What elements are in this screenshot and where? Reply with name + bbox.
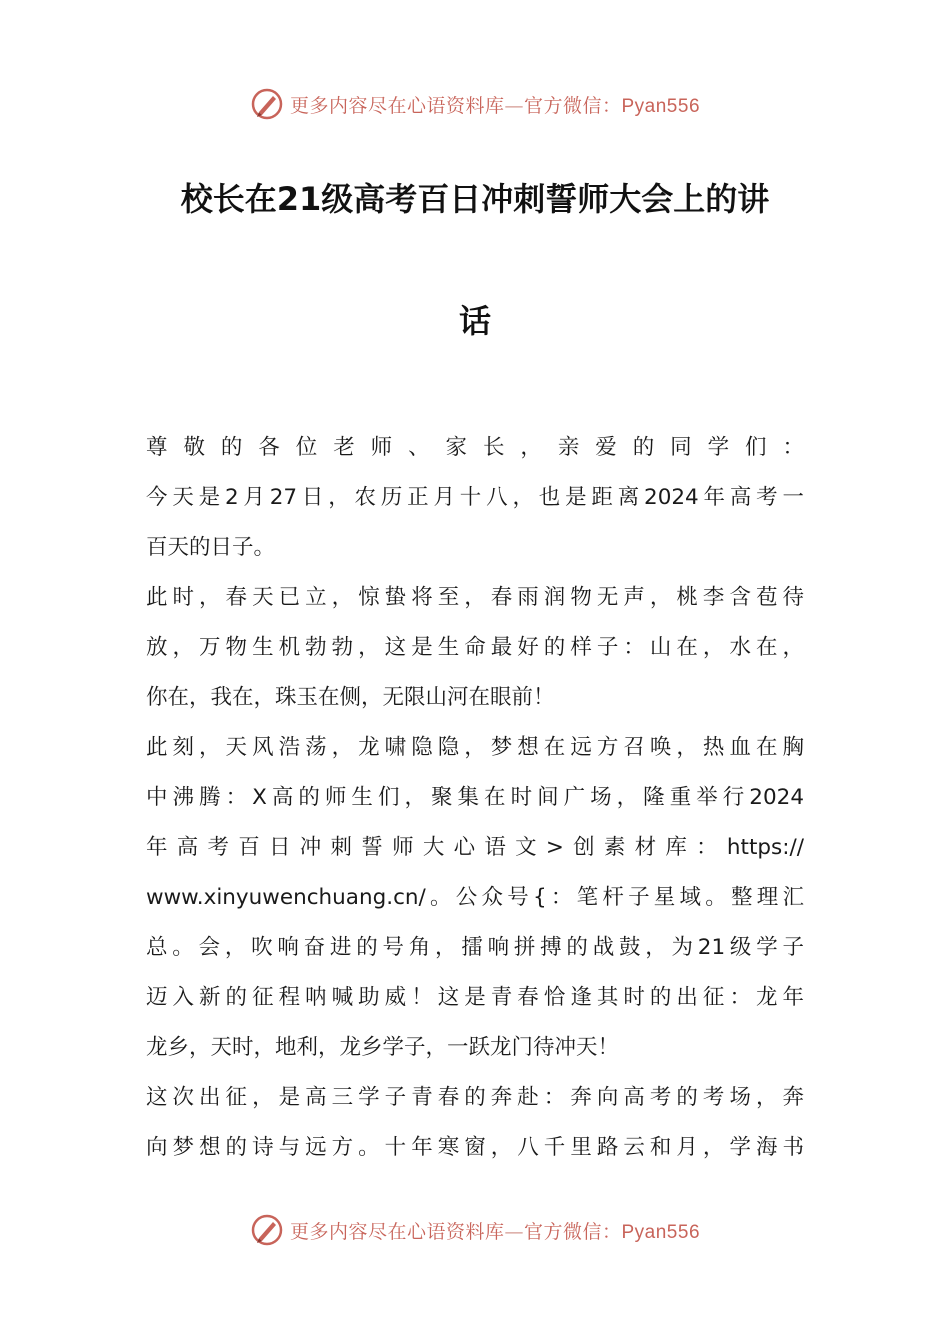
text-line: 今天是2月27日，农历正月十八，也是距离2024年高考一	[146, 485, 804, 510]
watermark-footer	[0, 1210, 950, 1250]
text-line: 尊敬的各位老师、家长，亲爱的同学们：	[146, 435, 804, 460]
text-line: 百天的日子。	[146, 535, 276, 560]
text-line: 你在，我在，珠玉在侧，无限山河在眼前！	[146, 685, 555, 710]
text-line: 放，万物生机勃勃，这是生命最好的样子：山在，水在，	[146, 635, 804, 660]
pen-logo-icon	[250, 1213, 284, 1247]
document-body	[146, 430, 804, 1180]
watermark-text: 更多内容尽在心语资料库—官方微信：Pyan556	[289, 94, 701, 117]
text-line: www.xinyuwenchuang.cn/。公众号{：笔杆子星域。整理汇	[146, 885, 804, 910]
text-line: 这次出征，是高三学子青春的奔赴：奔向高考的考场，奔	[146, 1085, 804, 1110]
watermark-header	[0, 84, 950, 124]
text-line: 向梦想的诗与远方。十年寒窗，八千里路云和月，学海书	[146, 1135, 804, 1160]
document-title-continued: 话	[458, 302, 491, 340]
text-line: 此刻，天风浩荡，龙啸隐隐，梦想在远方召唤，热血在胸	[146, 735, 804, 760]
pen-logo-icon	[250, 87, 284, 121]
document-title: 校长在21级高考百日冲刺誓师大会上的讲	[180, 180, 770, 218]
text-line: 此时，春天已立，惊蛰将至，春雨润物无声，桃李含苞待	[146, 585, 804, 610]
text-line: 迈入新的征程呐喊助威！这是青春恰逢其时的出征：龙年	[146, 985, 804, 1010]
text-line: 龙乡，天时，地利，龙乡学子，一跃龙门待冲天！	[146, 1035, 620, 1060]
text-line: 中沸腾：X高的师生们，聚集在时间广场，隆重举行2024	[146, 785, 804, 810]
text-line: 总。会，吹响奋进的号角，擂响拼搏的战鼓，为21级学子	[146, 935, 804, 960]
text-line: 年高考百日冲刺誓师大心语文>创素材库：https://	[146, 835, 804, 860]
watermark-text: 更多内容尽在心语资料库—官方微信：Pyan556	[289, 1220, 701, 1243]
